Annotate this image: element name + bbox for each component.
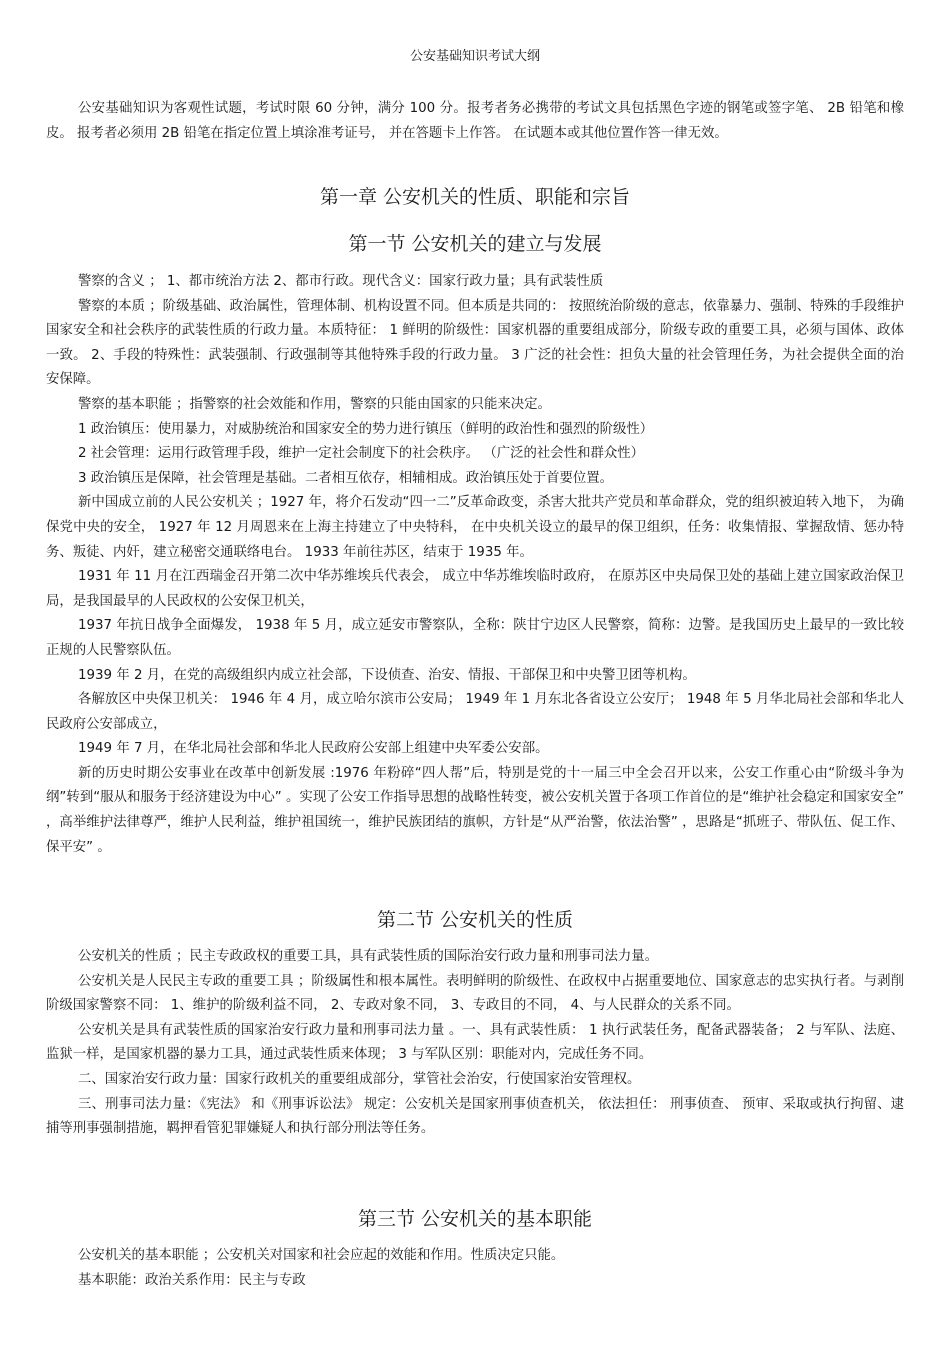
section-3-body (46, 1244, 904, 1293)
section-heading-3: 第三节 公安机关的基本职能 (357, 1208, 593, 1230)
section-heading-2: 第二节 公安机关的性质 (376, 909, 574, 931)
paragraph: 公安机关是具有武装性质的国家治安行政力量和刑事司法力量 。一、具有武装性质： 1 执行武装任务，配备武器装备； 2 与军队、法庭、监狱一样，是国家机器的暴力工具，通过武装性质来体现； 3 与军队区别：职能对内，完成任务不同。 (46, 1022, 904, 1063)
paragraph: 警察的含义 ； 1、都市统治方法 2、都市行政。现代含义：国家行政力量；具有武装性质 (78, 274, 604, 289)
paragraph: 1937 年抗日战争全面爆发， 1938 年 5 月，成立延安市警察队，全称：陕甘宁边区人民警察，简称：边警。是我国历史上最早的一致比较正规的人民警察队伍。 (46, 618, 904, 658)
paragraph: 1 政治镇压：使用暴力，对威胁统治和国家安全的势力进行镇压（鲜明的政治性和强烈的阶级性） (78, 421, 654, 437)
paragraph: 警察的基本职能 ；指警察的社会效能和作用，警察的只能由国家的只能来决定。 (78, 396, 551, 412)
paragraph: 3 政治镇压是保障，社会管理是基础。二者相互依存，相辅相成。政治镇压处于首要位置。 (78, 470, 614, 486)
paragraph: 新中国成立前的人民公安机关 ；1927 年，将介石发动“四一二”反革命政变，杀害大批共产党员和革命群众，党的组织被迫转入地下， 为确保党中央的安全， 1927 年 12 月周恩来在上海主持建立了中央特科， 在中央机关设立的最早的保卫组织，任务：收集情报、掌握敌情、惩办特务、叛徒、内奸，建立秘密交通联络电台。 1933 年前往苏区，结束于 1935 年。 (46, 495, 904, 560)
paragraph: 2 社会管理：运用行政管理手段，维护一定社会制度下的社会秩序。 （广泛的社会性和群众性） (78, 446, 645, 462)
paragraph: 1949 年 7 月，在华北局社会部和华北人民政府公安部上组建中央军委公安部。 (78, 741, 549, 757)
paragraph: 各解放区中央保卫机关： 1946 年 4 月，成立哈尔滨市公安局； 1949 年 1 月东北各省设立公安厅； 1948 年 5 月华北局社会部和华北人民政府公安部成立， (46, 692, 904, 732)
document-title: 公安基础知识考试大纲 (409, 49, 540, 64)
paragraph: 1939 年 2 月，在党的高级组织内成立社会部，下设侦查、治安、情报、干部保卫和中央警卫团等机构。 (78, 667, 696, 683)
section-1-body (46, 270, 904, 860)
chapter-heading: 第一章 公安机关的性质、职能和宗旨 (319, 186, 631, 208)
paragraph: 基本职能：政治关系作用：民主与专政 (78, 1272, 306, 1288)
paragraph: 公安机关的性质 ；民主专政政权的重要工具，具有武装性质的国际治安行政力量和刑事司法力量。 (78, 949, 659, 964)
paragraph: 警察的本质 ；阶级基础、政治属性，管理体制、机构设置不同。但本质是共同的： 按照统治阶级的意志，依靠暴力、强制、特殊的手段维护国家安全和社会秩序的武装性质的行政力量。本质特征： 1 鲜明的阶级性：国家机器的重要组成部分，阶级专政的重要工具，必须与国体、政体一致。 2、手段的特殊性：武装强制、行政强制等其他特殊手段的行政力量。 3 广泛的社会性：担负大量的社会管理任务，为社会提供全面的治安保障。 (46, 298, 904, 388)
intro-paragraph: 公安基础知识为客观性试题，考试时限 60 分钟，满分 100 分。报考者务必携带的考试文具包括黑色字迹的钢笔或签字笔、 2B 铅笔和橡皮。 报考者必须用 2B 铅笔在指定位置上填涂准考证号， 并在答题卡上作答。 在试题本或其他位置作答一律无效。 (46, 101, 904, 141)
paragraph: 二、国家治安行政力量：国家行政机关的重要组成部分，掌管社会治安，行使国家治安管理权。 (78, 1071, 641, 1087)
paragraph: 公安机关是人民民主专政的重要工具 ；阶级属性和根本属性。表明鲜明的阶级性、在政权中占据重要地位、国家意志的忠实执行者。与剥削阶级国家警察不同： 1、维护的阶级利益不同， 2、专政对象不同， 3、专政目的不同， 4、与人民群众的关系不同。 (46, 973, 904, 1014)
paragraph: 1931 年 11 月在江西瑞金召开第二次中华苏维埃兵代表会， 成立中华苏维埃临时政府， 在原苏区中央局保卫处的基础上建立国家政治保卫局，是我国最早的人民政权的公安保卫机关， (46, 569, 904, 609)
section-heading-1: 第一节 公安机关的建立与发展 (348, 233, 602, 255)
intro-block (46, 97, 904, 146)
paragraph: 公安机关的基本职能 ；公安机关对国家和社会应起的效能和作用。性质决定只能。 (78, 1248, 565, 1263)
paragraph: 三、刑事司法力量：《宪法》 和《刑事诉讼法》 规定：公安机关是国家刑事侦查机关， 依法担任： 刑事侦查、 预审、采取或执行拘留、逮捕等刑事强制措施，羁押看管犯罪嫌疑人和执行部分刑法等任务。 (46, 1096, 904, 1137)
paragraph: 新的历史时期公安事业在改革中创新发展 :1976 年粉碎“四人帮”后，特别是党的十一届三中全会召开以来，公安工作重心由“阶级斗争为纲”转到“服从和服务于经济建设为中心” 。实现了公安工作指导思想的战略性转变，被公安机关置于各项工作首位的是“维护社会稳定和国家安全” ，高举维护法律尊严，维护人民利益，维护祖国统一，维护民族团结的旗帜，方针是“从严治警，依法治警” ，思路是“抓班子、带队伍、促工作、保平安” 。 (46, 765, 904, 855)
section-2-body (46, 945, 904, 1142)
